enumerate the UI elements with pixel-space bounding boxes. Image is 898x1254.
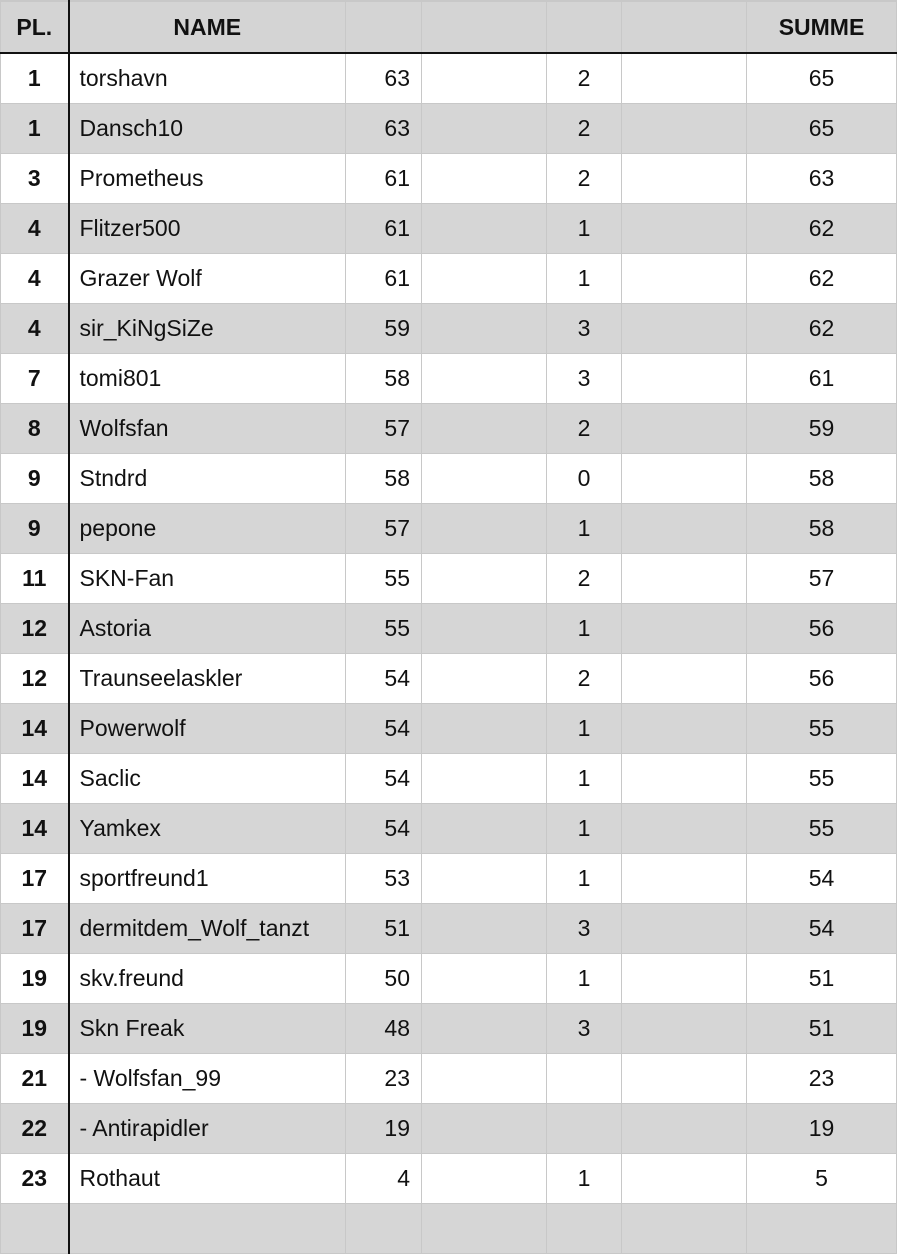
cell-sum: 57 (747, 554, 897, 604)
cell-empty (622, 554, 747, 604)
cell-empty (422, 954, 547, 1004)
cell-bonus: 1 (547, 854, 622, 904)
header-name: NAME (69, 1, 346, 53)
cell-sum: 63 (747, 154, 897, 204)
cell-sum: 62 (747, 304, 897, 354)
cell-bonus (547, 1204, 622, 1254)
cell-sum: 58 (747, 504, 897, 554)
cell-place: 22 (1, 1104, 69, 1154)
cell-place: 14 (1, 804, 69, 854)
cell-empty (422, 104, 547, 154)
table-row (1, 1154, 897, 1204)
cell-empty (622, 904, 747, 954)
cell-bonus: 1 (547, 704, 622, 754)
cell-empty (622, 854, 747, 904)
cell-sum: 65 (747, 104, 897, 154)
cell-empty (622, 254, 747, 304)
header-col3 (346, 1, 422, 53)
cell-place: 9 (1, 504, 69, 554)
cell-empty (422, 1204, 547, 1254)
cell-points: 61 (346, 254, 422, 304)
cell-empty (422, 53, 547, 104)
cell-place: 21 (1, 1054, 69, 1104)
cell-empty (422, 504, 547, 554)
cell-sum: 19 (747, 1104, 897, 1154)
cell-name: torshavn (69, 53, 346, 104)
cell-name: Grazer Wolf (69, 254, 346, 304)
cell-bonus: 1 (547, 504, 622, 554)
table-row (1, 754, 897, 804)
cell-points: 50 (346, 954, 422, 1004)
cell-empty (622, 954, 747, 1004)
cell-place: 17 (1, 904, 69, 954)
table-row (1, 1204, 897, 1254)
cell-empty (622, 354, 747, 404)
table-row (1, 254, 897, 304)
cell-sum: 61 (747, 354, 897, 404)
cell-empty (622, 754, 747, 804)
cell-name: sir_KiNgSiZe (69, 304, 346, 354)
cell-points: 53 (346, 854, 422, 904)
cell-empty (622, 404, 747, 454)
cell-empty (622, 1004, 747, 1054)
cell-empty (622, 104, 747, 154)
cell-bonus (547, 1054, 622, 1104)
table-row (1, 404, 897, 454)
cell-points: 55 (346, 554, 422, 604)
header-place: PL. (1, 1, 69, 53)
cell-points: 51 (346, 904, 422, 954)
cell-place: 23 (1, 1154, 69, 1204)
cell-name: Prometheus (69, 154, 346, 204)
cell-name (69, 1204, 346, 1254)
cell-empty (422, 154, 547, 204)
table-row (1, 554, 897, 604)
cell-sum: 54 (747, 904, 897, 954)
cell-empty (422, 354, 547, 404)
cell-name: Flitzer500 (69, 204, 346, 254)
cell-name: Wolfsfan (69, 404, 346, 454)
cell-bonus: 2 (547, 404, 622, 454)
cell-points: 54 (346, 754, 422, 804)
cell-place: 1 (1, 104, 69, 154)
table-row (1, 904, 897, 954)
cell-sum: 56 (747, 654, 897, 704)
cell-empty (422, 454, 547, 504)
table-row (1, 304, 897, 354)
cell-empty (622, 204, 747, 254)
cell-empty (422, 904, 547, 954)
cell-points: 61 (346, 154, 422, 204)
cell-sum: 58 (747, 454, 897, 504)
cell-place (1, 1204, 69, 1254)
cell-sum: 54 (747, 854, 897, 904)
cell-name: pepone (69, 504, 346, 554)
cell-sum: 55 (747, 804, 897, 854)
cell-name: - Wolfsfan_99 (69, 1054, 346, 1104)
cell-empty (622, 154, 747, 204)
cell-sum: 55 (747, 754, 897, 804)
table-row (1, 454, 897, 504)
cell-place: 11 (1, 554, 69, 604)
cell-name: Stndrd (69, 454, 346, 504)
cell-place: 4 (1, 204, 69, 254)
cell-points: 19 (346, 1104, 422, 1154)
cell-points: 54 (346, 654, 422, 704)
cell-name: sportfreund1 (69, 854, 346, 904)
table-row (1, 104, 897, 154)
cell-name: skv.freund (69, 954, 346, 1004)
cell-bonus: 2 (547, 154, 622, 204)
cell-name: Traunseelaskler (69, 654, 346, 704)
cell-name: Saclic (69, 754, 346, 804)
cell-empty (622, 804, 747, 854)
cell-empty (622, 304, 747, 354)
cell-name: tomi801 (69, 354, 346, 404)
cell-name: Powerwolf (69, 704, 346, 754)
table-row (1, 954, 897, 1004)
table-row (1, 53, 897, 104)
header-sum: SUMME (747, 1, 897, 53)
header-col4 (422, 1, 547, 53)
table-row (1, 1104, 897, 1154)
cell-empty (422, 554, 547, 604)
table-row (1, 1054, 897, 1104)
cell-empty (622, 1104, 747, 1154)
cell-points: 59 (346, 304, 422, 354)
table-row (1, 854, 897, 904)
cell-sum: 55 (747, 704, 897, 754)
cell-bonus: 1 (547, 254, 622, 304)
cell-empty (422, 654, 547, 704)
cell-name: dermitdem_Wolf_tanzt (69, 904, 346, 954)
cell-place: 4 (1, 304, 69, 354)
cell-bonus: 2 (547, 554, 622, 604)
cell-empty (422, 404, 547, 454)
cell-bonus: 3 (547, 904, 622, 954)
cell-bonus: 1 (547, 204, 622, 254)
cell-sum (747, 1204, 897, 1254)
cell-name: Rothaut (69, 1154, 346, 1204)
cell-empty (422, 254, 547, 304)
cell-bonus: 3 (547, 304, 622, 354)
cell-bonus: 1 (547, 804, 622, 854)
cell-empty (422, 1054, 547, 1104)
cell-empty (422, 604, 547, 654)
cell-points: 55 (346, 604, 422, 654)
cell-empty (622, 704, 747, 754)
cell-points: 54 (346, 804, 422, 854)
cell-empty (622, 1154, 747, 1204)
cell-empty (622, 53, 747, 104)
cell-bonus: 3 (547, 354, 622, 404)
cell-bonus (547, 1104, 622, 1154)
cell-points: 57 (346, 404, 422, 454)
cell-sum: 5 (747, 1154, 897, 1204)
cell-empty (422, 854, 547, 904)
cell-bonus: 2 (547, 654, 622, 704)
cell-empty (622, 654, 747, 704)
cell-name: Dansch10 (69, 104, 346, 154)
cell-points: 63 (346, 104, 422, 154)
cell-points: 58 (346, 454, 422, 504)
cell-bonus: 2 (547, 104, 622, 154)
cell-points: 57 (346, 504, 422, 554)
header-col6 (622, 1, 747, 53)
cell-sum: 56 (747, 604, 897, 654)
table-row (1, 654, 897, 704)
cell-sum: 62 (747, 254, 897, 304)
cell-bonus: 3 (547, 1004, 622, 1054)
cell-bonus: 1 (547, 954, 622, 1004)
table-row (1, 1004, 897, 1054)
cell-empty (422, 1004, 547, 1054)
cell-sum: 23 (747, 1054, 897, 1104)
cell-points: 58 (346, 354, 422, 404)
cell-points: 48 (346, 1004, 422, 1054)
cell-bonus: 1 (547, 754, 622, 804)
table-row (1, 154, 897, 204)
cell-place: 14 (1, 704, 69, 754)
cell-bonus: 0 (547, 454, 622, 504)
cell-points: 63 (346, 53, 422, 104)
cell-empty (622, 504, 747, 554)
cell-name: Astoria (69, 604, 346, 654)
header-col5 (547, 1, 622, 53)
cell-place: 4 (1, 254, 69, 304)
header-row (1, 1, 897, 53)
cell-empty (422, 1154, 547, 1204)
cell-empty (422, 804, 547, 854)
cell-empty (422, 1104, 547, 1154)
table-row (1, 354, 897, 404)
cell-place: 19 (1, 1004, 69, 1054)
cell-empty (622, 1054, 747, 1104)
cell-bonus: 1 (547, 1154, 622, 1204)
cell-place: 8 (1, 404, 69, 454)
cell-points (346, 1204, 422, 1254)
cell-empty (422, 704, 547, 754)
cell-place: 3 (1, 154, 69, 204)
cell-place: 12 (1, 604, 69, 654)
cell-empty (622, 454, 747, 504)
cell-name: Yamkex (69, 804, 346, 854)
cell-sum: 51 (747, 954, 897, 1004)
cell-points: 61 (346, 204, 422, 254)
cell-place: 12 (1, 654, 69, 704)
cell-empty (622, 1204, 747, 1254)
cell-points: 4 (346, 1154, 422, 1204)
table-row (1, 204, 897, 254)
cell-place: 19 (1, 954, 69, 1004)
cell-place: 9 (1, 454, 69, 504)
cell-bonus: 1 (547, 604, 622, 654)
cell-empty (422, 304, 547, 354)
cell-name: - Antirapidler (69, 1104, 346, 1154)
cell-empty (622, 604, 747, 654)
table-row (1, 804, 897, 854)
cell-sum: 62 (747, 204, 897, 254)
cell-name: SKN-Fan (69, 554, 346, 604)
cell-points: 23 (346, 1054, 422, 1104)
cell-empty (422, 204, 547, 254)
cell-name: Skn Freak (69, 1004, 346, 1054)
table-row (1, 604, 897, 654)
cell-sum: 51 (747, 1004, 897, 1054)
cell-bonus: 2 (547, 53, 622, 104)
cell-place: 17 (1, 854, 69, 904)
table-row (1, 504, 897, 554)
cell-place: 1 (1, 53, 69, 104)
cell-empty (422, 754, 547, 804)
table-row (1, 704, 897, 754)
cell-points: 54 (346, 704, 422, 754)
cell-place: 7 (1, 354, 69, 404)
cell-sum: 65 (747, 53, 897, 104)
cell-place: 14 (1, 754, 69, 804)
cell-sum: 59 (747, 404, 897, 454)
